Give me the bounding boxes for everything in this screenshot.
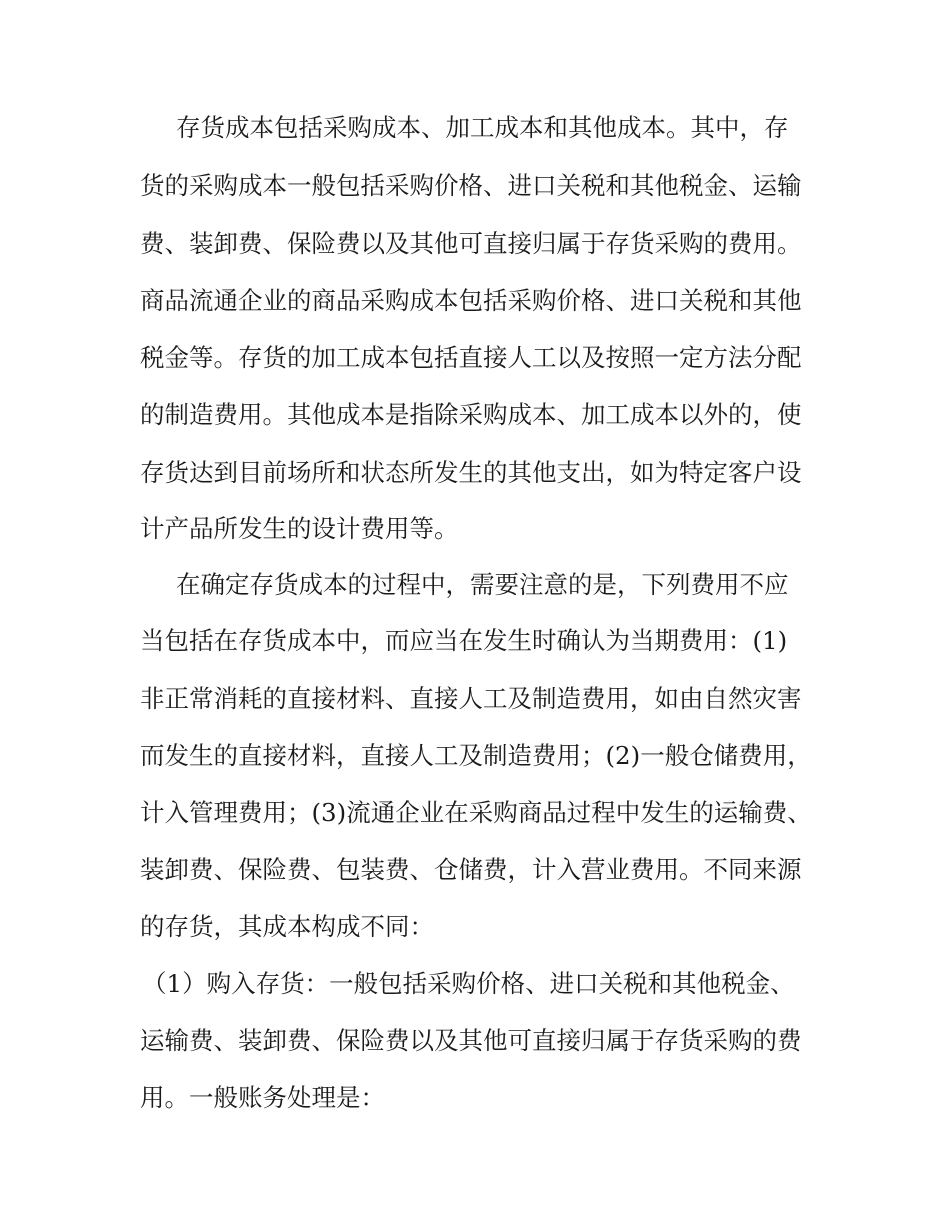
- paragraph-3-line-3: 用。一般账务处理是：: [140, 1083, 385, 1112]
- paragraph-2-line-3: 非正常消耗的直接材料、直接人工及制造费用，如由自然灾害: [140, 684, 802, 713]
- paragraph-3-line-2: 运输费、装卸费、保险费以及其他可直接归属于存货采购的费: [140, 1026, 802, 1055]
- paragraph-2-line-2: 当包括在存货成本中，而应当在发生时确认为当期费用：(1): [140, 626, 788, 655]
- paragraph-1-line-5: 税金等。存货的加工成本包括直接人工以及按照一定方法分配: [140, 343, 802, 372]
- paragraph-2-line-7: 的存货，其成本构成不同：: [140, 912, 434, 941]
- paragraph-1-line-6: 的制造费用。其他成本是指除采购成本、加工成本以外的，使: [140, 400, 802, 429]
- paragraph-1-line-2: 货的采购成本一般包括采购价格、进口关税和其他税金、运输: [140, 171, 802, 200]
- paragraph-1-line-4: 商品流通企业的商品采购成本包括采购价格、进口关税和其他: [140, 286, 802, 315]
- paragraph-3-line-1: （1）购入存货：一般包括采购价格、进口关税和其他税金、: [142, 969, 795, 998]
- paragraph-2-line-6: 装卸费、保险费、包装费、仓储费，计入营业费用。不同来源: [140, 855, 802, 884]
- paragraph-1-line-7: 存货达到目前场所和状态所发生的其他支出，如为特定客户设: [140, 458, 802, 487]
- paragraph-2-line-5: 计入管理费用；(3)流通企业在采购商品过程中发生的运输费、: [140, 798, 812, 827]
- paragraph-1-line-3: 费、装卸费、保险费以及其他可直接归属于存货采购的费用。: [140, 229, 802, 258]
- paragraph-2-line-4: 而发生的直接材料，直接人工及制造费用；(2)一般仓储费用，: [140, 741, 812, 770]
- paragraph-1-line-1: 存货成本包括采购成本、加工成本和其他成本。其中，存: [176, 113, 789, 142]
- paragraph-2-line-1: 在确定存货成本的过程中，需要注意的是，下列费用不应: [176, 570, 789, 599]
- paragraph-1-line-8: 计产品所发生的设计费用等。: [140, 514, 459, 543]
